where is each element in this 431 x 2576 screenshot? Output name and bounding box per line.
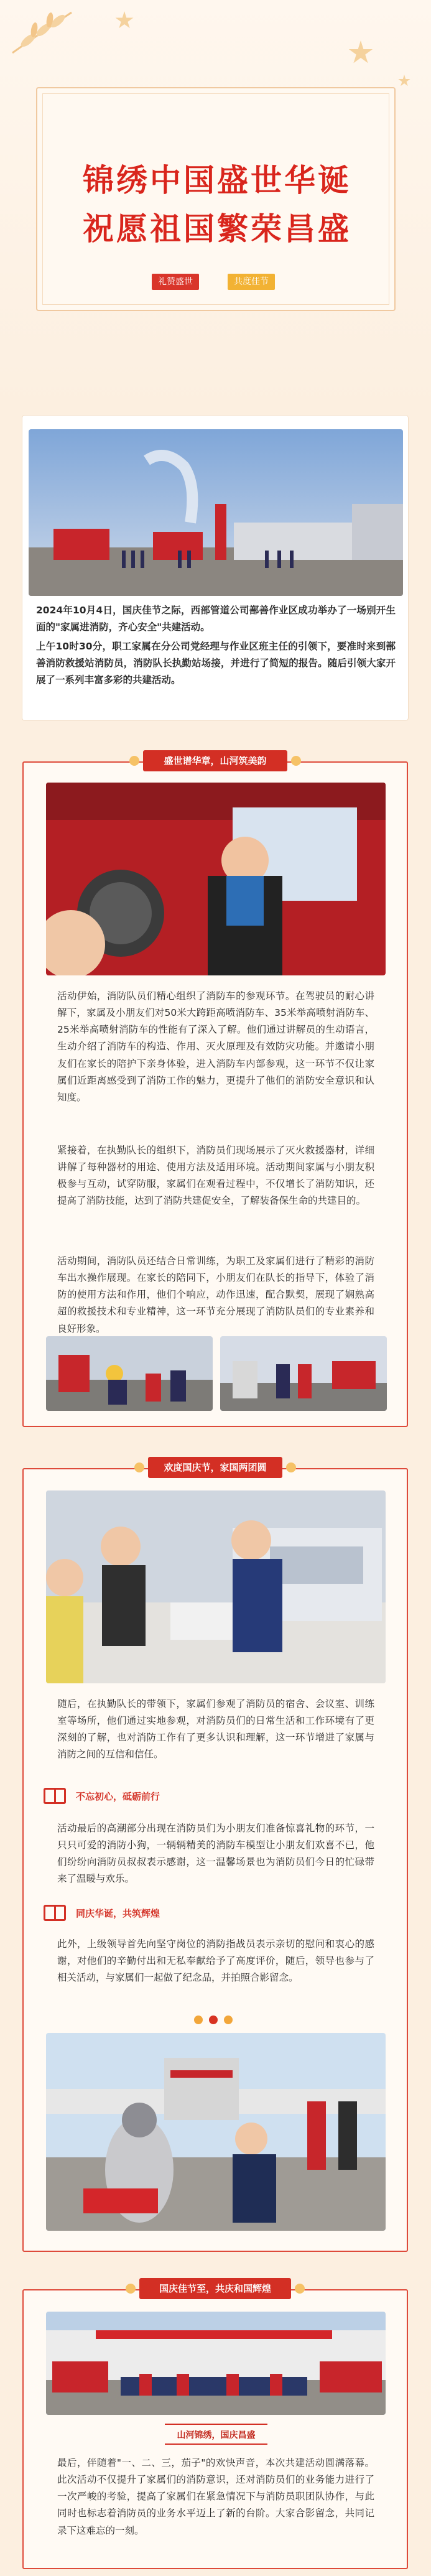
section-2-subheading-2 <box>44 1904 160 1922</box>
section-3-photo-group <box>46 2312 386 2415</box>
star-icon <box>398 75 410 87</box>
section-2-paragraph-1: 随后，在执勤队长的带领下，家属们参观了消防员的宿舍、会议室、训练室等场所，他们通过实地参观，对消防员们的日常生活和工作环境有了更深刻的了解，也对消防工作有了更多认识和理解，这一环节增进了家属与消防之间的互信和信任。 <box>57 1698 374 1760</box>
leaf-branch-icon <box>9 6 78 56</box>
intro-photo-fire-trucks <box>29 429 403 596</box>
book-icon <box>44 1788 66 1804</box>
section-3-banner: 国庆佳节至，共庆和国辉煌 <box>139 2278 291 2299</box>
section-1-photo-drill-right <box>220 1336 387 1411</box>
star-icon <box>115 11 134 30</box>
section-3-final-banner: 山河锦绣，国庆昌盛 <box>165 2424 267 2445</box>
section-1-paragraph-3: 活动期间，消防队员还结合日常训练，为职工及家属们进行了精彩的消防车出水操作展现。在家长的陪同下，小朋友们在队长的指导下，体验了消防的使用方法和作用，他们个响应，动作迅速，配合默契，展现了娴熟高超的救援技术和专业精神，这一环节充分展现了消防队员们的专业素养和良好形象。 <box>57 1255 374 1334</box>
page-title-line-2: 祝愿祖国繁荣昌盛 <box>83 211 351 247</box>
subheading-title: 不忘初心，砥砺前行 <box>76 1790 160 1802</box>
section-2-paragraph-2: 活动最后的高潮部分出现在消防员们为小朋友们准备惊喜礼物的环节，一只只可爱的消防小狗，一辆辆精美的消防车模型让小朋友们欢喜不已，他们纷纷向消防员叔叔表示感谢，这一温馨场景也为消防员们今日的忙碌带来了温暖与欢乐。 <box>57 1823 374 1885</box>
section-1-photo-drill-left <box>46 1336 213 1411</box>
header <box>0 0 431 411</box>
tag-badge: 共度佳节 <box>228 274 275 290</box>
section-1-banner: 盛世谱华章，山河筑美韵 <box>143 750 287 771</box>
page-title-line-1: 锦绣中国盛世华诞 <box>83 162 351 198</box>
section-2-banner: 欢度国庆节，家国两团圆 <box>148 1457 282 1478</box>
dot-icon <box>209 2016 218 2024</box>
section-1-photo-child-in-truck <box>46 783 386 975</box>
dot-icon <box>194 2016 203 2024</box>
decorative-dots <box>194 2016 233 2024</box>
title-frame <box>36 87 396 311</box>
section-2-photo-gifts <box>46 1490 386 1683</box>
subheading-title: 同庆华诞，共筑辉煌 <box>76 1907 160 1919</box>
section-3-paragraph-1: 最后，伴随着"一、二、三，茄子"的欢快声音，本次共建活动圆满落幕。此次活动不仅提升了家属们的消防意识，还对消防员们的业务能力进行了一次严峻的考验，提高了家属们在紧急情况下与消防员职团队协作，与此同时也标志着消防员的业务水平迈上了新的台阶。大家合影留念，共同记录下这难忘的一刻。 <box>57 2457 374 2536</box>
dot-icon <box>224 2016 233 2024</box>
star-icon <box>348 40 373 65</box>
section-2-photo-protective-suit <box>46 2033 386 2231</box>
tag-badge: 礼赞盛世 <box>152 274 199 290</box>
section-2-paragraph-3: 此外，上级领导首先向坚守岗位的消防指战员表示亲切的慰问和衷心的感谢，对他们的辛勤付出和无私奉献给予了高度评价，随后，领导也参与了相关活动，与家属们一起做了纪念品，并拍照合影留念。 <box>57 1938 374 1984</box>
intro-paragraph-2: 上午10时30分，职工家属在分公司党经理与作业区班主任的引领下，要准时来到鄯善消防救援站消防员，消防队长执勤站场接，并进行了简短的报告。随后引领大家开展了一系列丰富多彩的共建活动。 <box>36 641 396 686</box>
book-icon <box>44 1905 66 1921</box>
section-1-paragraph-1: 活动伊始，消防队员们精心组织了消防车的参观环节。在驾驶员的耐心讲解下，家属及小朋友们对50米大跨距高喷消防车、35米举高喷射消防车、25米举高喷射消防车的性能有了深入了解。他们通过讲解员的生动语言，生动介绍了消防车的构造、作用、灭火原理及有效防灾功能。并邀请小朋友们在家长的陪护下亲身体验，进入消防车内部参观，这一环节不仅让家属们近距离感受到了消防工作的魅力，更提升了他们的消防安全意识和认知度。 <box>57 990 374 1103</box>
section-1-paragraph-2: 紧接着，在执勤队长的组织下，消防员们现场展示了灭火救援器材，详细讲解了每种器材的用途、使用方法及适用环境。活动期间家属与小朋友积极参与互动，试穿防服，家属们在观看过程中，不仅增长了消防知识，还提高了消防技能，达到了消防共建促安全，了解装备保生命的共建目的。 <box>57 1145 374 1207</box>
intro-paragraph-1: 2024年10月4日，国庆佳节之际，西部管道公司鄯善作业区成功举办了一场别开生面的"家属进消防，齐心安全"共建活动。 <box>36 605 396 633</box>
section-2-subheading-1 <box>44 1787 160 1805</box>
